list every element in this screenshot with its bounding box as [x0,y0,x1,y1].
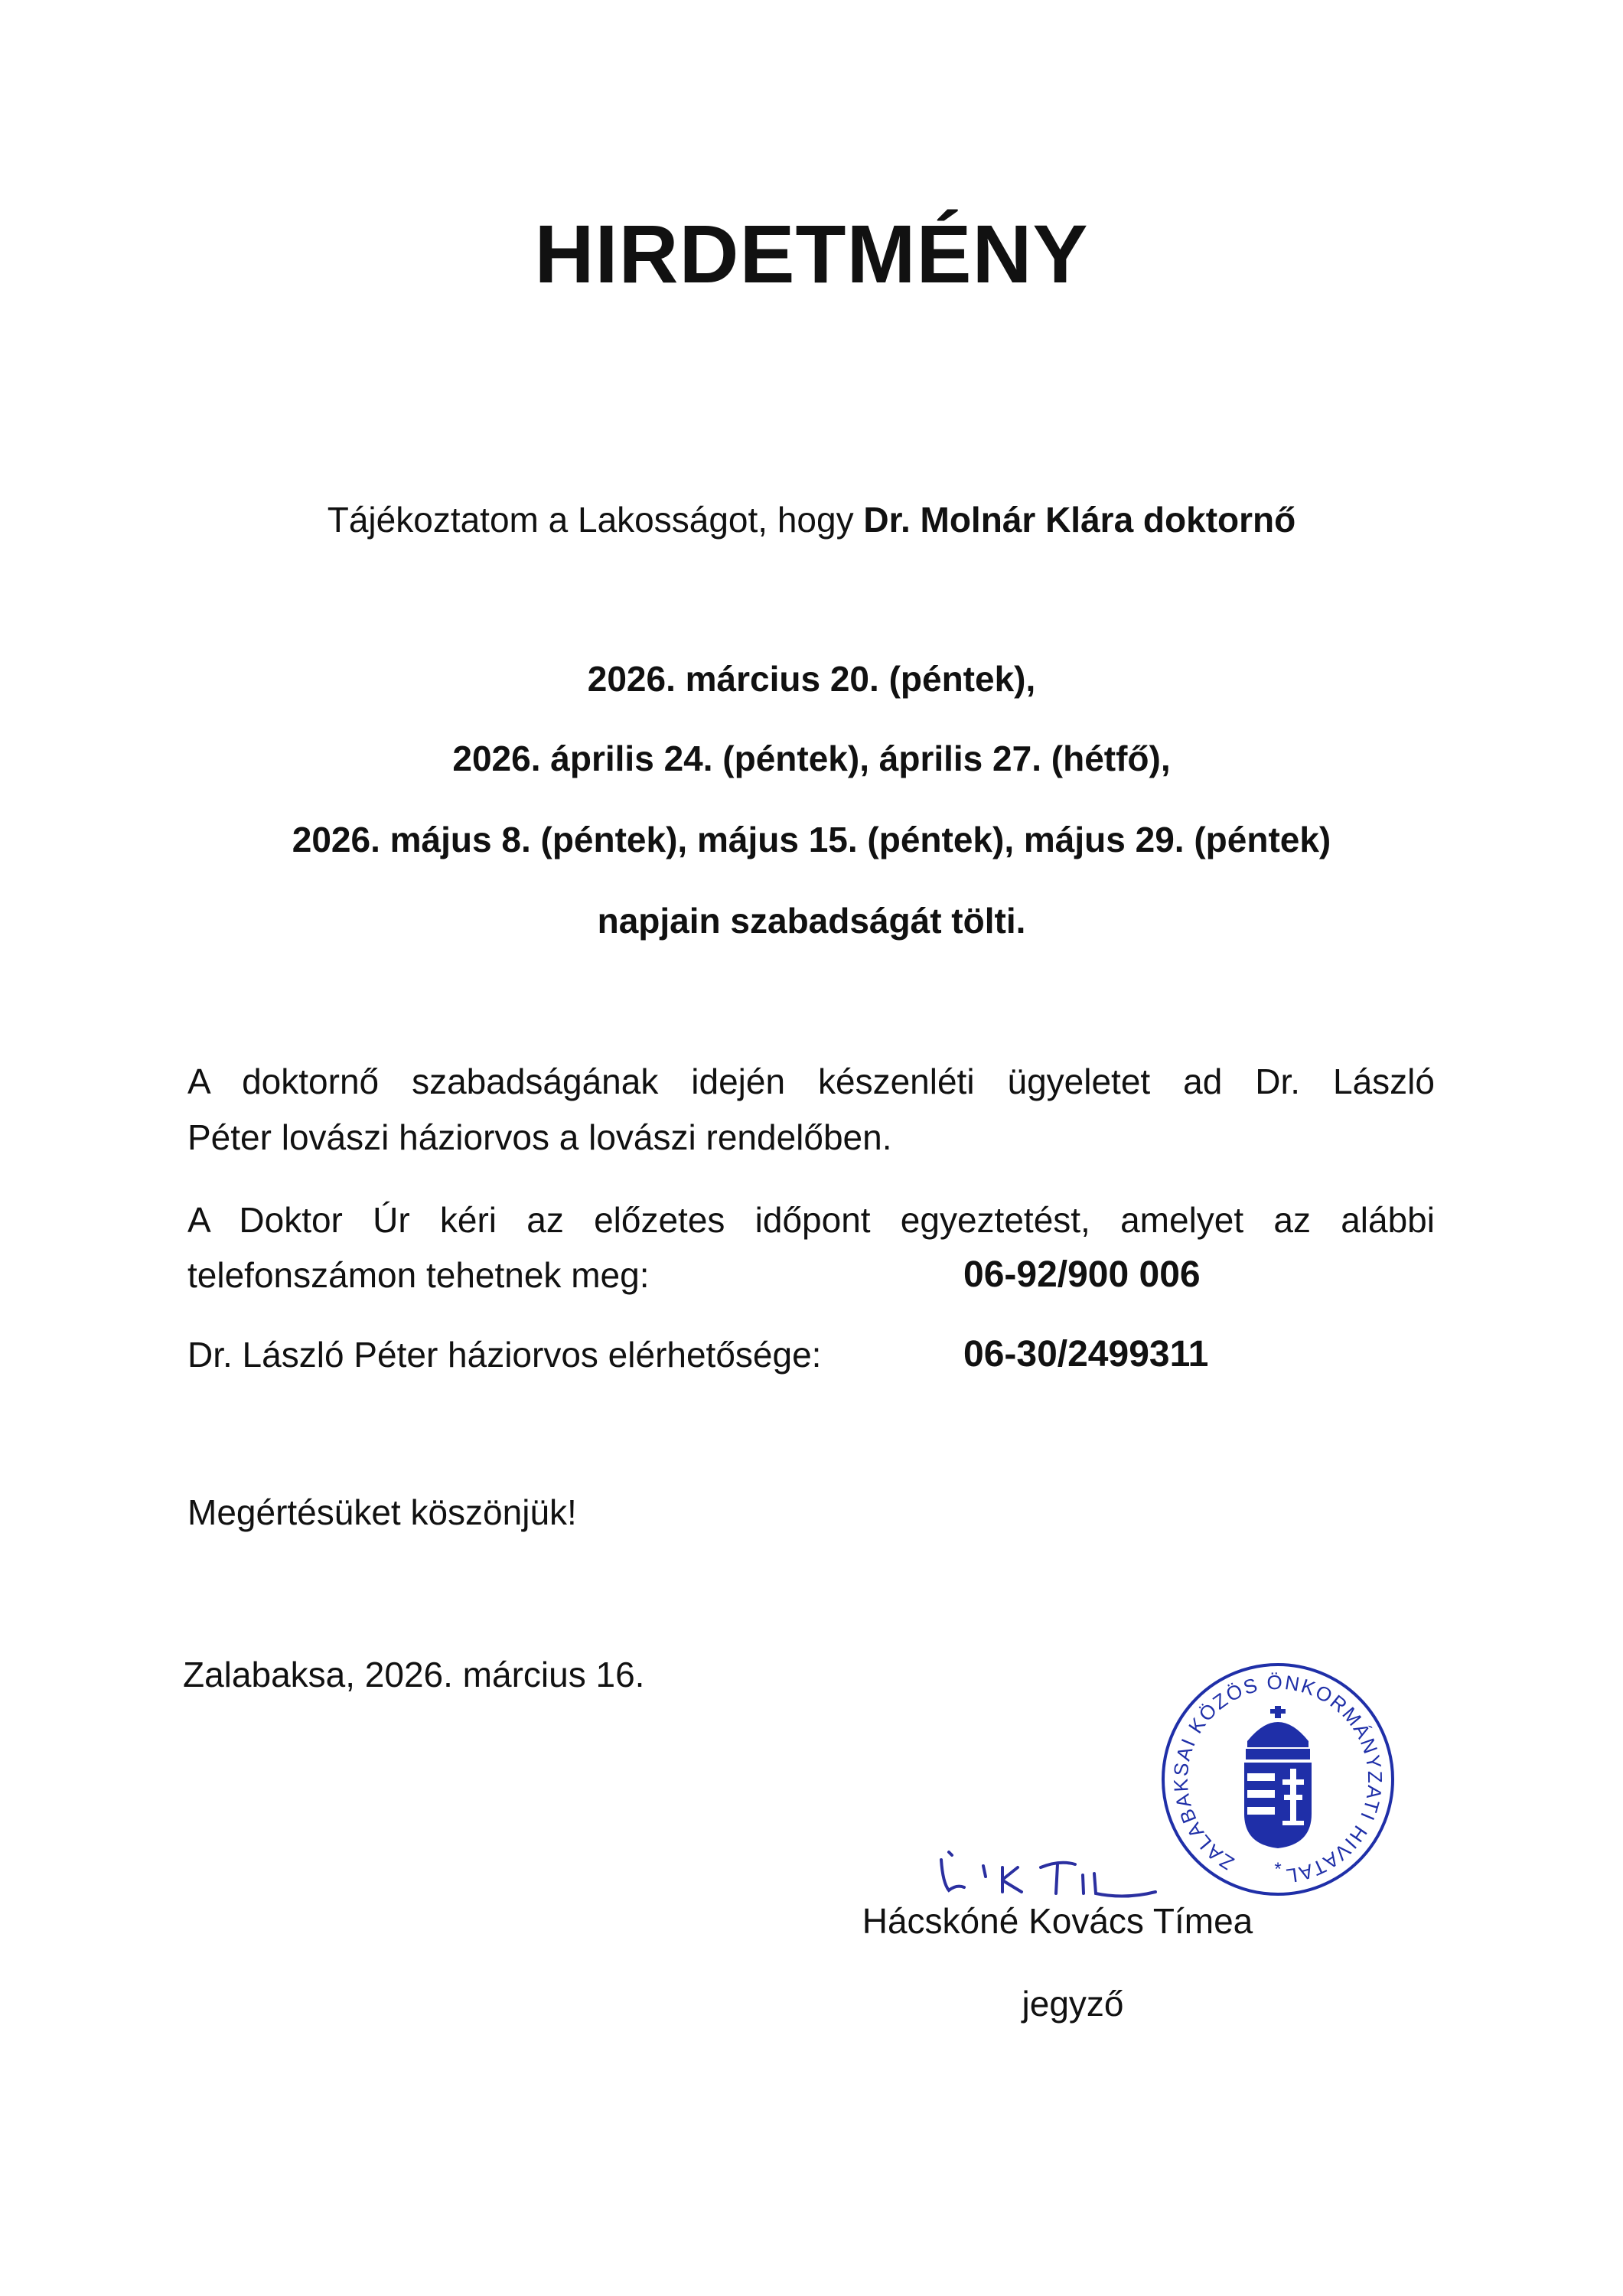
doctor-phone: 06-30/2499311 [963,1334,1209,1375]
signer-role: jegyző [1022,1984,1124,2024]
paragraph1-line1: A doktornő szabadságának idején készenléti ügyeletet ad Dr. László [187,1062,1435,1101]
stamp-text: ZALABAKSAI KÖZÖS ÖNKORMÁNYZATI HIVATAL [1168,1670,1387,1888]
intro-text: Tájékoztatom a Lakosságot, hogy [327,500,864,540]
doctor-contact-label: Dr. László Péter háziorvos elérhetősége: [187,1335,822,1375]
paragraph1-line2: Péter lovászi háziorvos a lovászi rendelőben. [187,1117,892,1157]
stamp-star: * [1274,1859,1282,1880]
doctor-name: Dr. Molnár Klára doktornő [863,500,1296,540]
date-line-1: 2026. március 20. (péntek), [587,659,1036,699]
place-date: Zalabaksa, 2026. március 16. [183,1655,645,1694]
official-stamp [1155,1657,1400,1902]
date-line-4: napjain szabadságát tölti. [597,901,1026,941]
coat-of-arms-icon [1244,1706,1312,1848]
date-line-3: 2026. május 8. (péntek), május 15. (péntek), május 29. (péntek) [292,820,1331,859]
intro-line [0,493,1623,546]
paragraph2-line1: A Doktor Úr kéri az előzetes időpont egyeztetést, amelyet az alábbi [187,1200,1435,1240]
signer-name: Hácskóné Kovács Tímea [862,1901,1253,1941]
paragraph2-line2: telefonszámon tehetnek meg: [187,1255,650,1295]
date-line-2: 2026. április 24. (péntek), április 27. (hétfő), [452,739,1171,778]
page-title: HIRDETMÉNY [534,207,1089,300]
office-phone: 06-92/900 006 [963,1254,1201,1295]
thanks-text: Megértésüket köszönjük! [187,1492,577,1532]
